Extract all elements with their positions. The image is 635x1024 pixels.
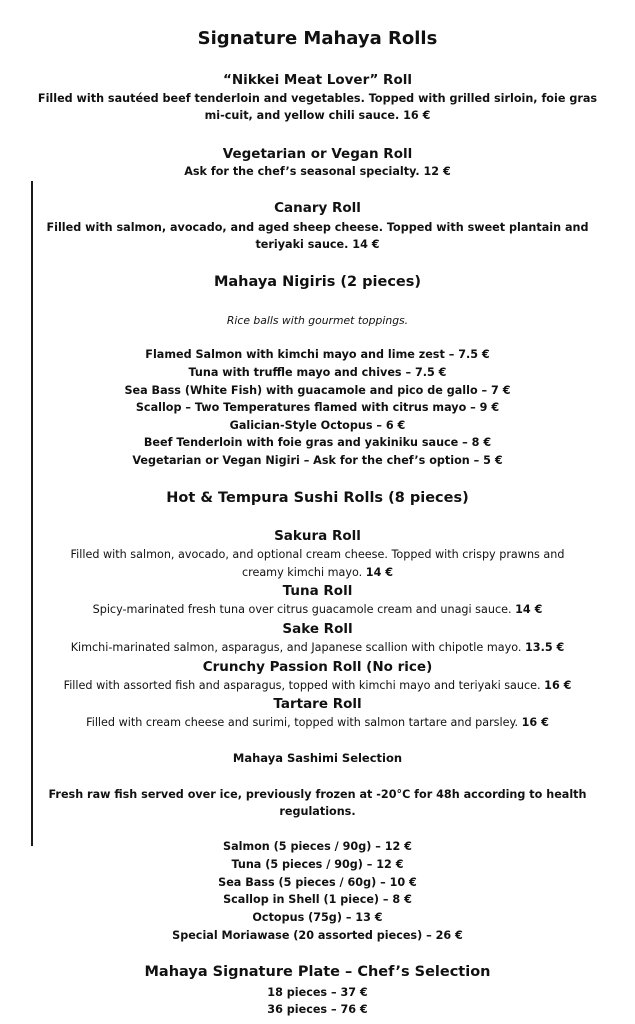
nigiri-item: Beef Tenderloin with foie gras and yakiniku sauce – 8 € (143, 436, 492, 449)
roll-desc (0, 601, 635, 618)
roll-name: Tartare Roll (273, 696, 362, 712)
section-title-signature-plate: Mahaya Signature Plate – Chef’s Selection (144, 964, 491, 980)
roll-name: “Nikkei Meat Lover” Roll (223, 72, 412, 88)
roll-name: Sake Roll (282, 621, 353, 637)
roll-desc: mi-cuit, and yellow chili sauce. 16 € (204, 109, 431, 122)
roll-desc (0, 564, 635, 581)
nigiris-subtitle: Rice balls with gourmet toppings. (226, 314, 409, 327)
sashimi-item: Salmon (5 pieces / 90g) – 12 € (223, 840, 412, 853)
sashimi-item: Tuna (5 pieces / 90g) – 12 € (231, 858, 404, 871)
section-title-nigiris: Mahaya Nigiris (2 pieces) (213, 274, 422, 290)
roll-desc-text: creamy kimchi mayo. (241, 566, 363, 579)
roll-desc-text: Filled with assorted fish and asparagus, topped with kimchi mayo and teriyaki sauce. (63, 679, 541, 692)
roll-desc-text: Filled with cream cheese and surimi, topped with salmon tartare and parsley. (86, 716, 519, 729)
nigiri-item: Vegetarian or Vegan Nigiri – Ask for the chef’s option – 5 € (132, 454, 503, 467)
roll-name: Canary Roll (274, 200, 361, 216)
roll-name: Tuna Roll (282, 583, 353, 599)
section-title-sashimi: Mahaya Sashimi Selection (232, 751, 403, 765)
roll-name: Crunchy Passion Roll (No rice) (202, 659, 433, 675)
roll-desc: Filled with sautéed beef tenderloin and vegetables. Topped with grilled sirloin, foie gras (37, 92, 598, 105)
nigiri-item: Galician-Style Octopus – 6 € (229, 419, 406, 432)
roll-price: 13.5 € (525, 641, 565, 654)
roll-desc: Filled with salmon, avocado, and optional cream cheese. Topped with crispy prawns and (70, 548, 565, 561)
roll-desc (0, 677, 635, 694)
roll-name: Vegetarian or Vegan Roll (222, 146, 413, 162)
roll-price: 14 € (515, 603, 543, 616)
roll-price: 16 € (544, 679, 572, 692)
roll-desc-text: Kimchi-marinated salmon, asparagus, and Japanese scallion with chipotle mayo. (70, 641, 522, 654)
sashimi-item: Scallop in Shell (1 piece) – 8 € (223, 893, 412, 906)
roll-name: Sakura Roll (274, 528, 361, 544)
roll-price: 16 € (521, 716, 549, 729)
plate-option: 18 pieces – 37 € (267, 986, 368, 999)
roll-desc: teriyaki sauce. 14 € (255, 238, 380, 251)
roll-desc-text: Spicy-marinated fresh tuna over citrus guacamole cream and unagi sauce. (92, 603, 512, 616)
roll-desc: Filled with salmon, avocado, and aged sheep cheese. Topped with sweet plantain and (46, 221, 589, 234)
sashimi-item: Special Moriawase (20 assorted pieces) – 26 € (172, 929, 463, 942)
roll-desc (0, 639, 635, 656)
roll-desc (0, 714, 635, 731)
roll-price: 14 € (365, 566, 394, 579)
sashimi-note: regulations. (279, 805, 356, 818)
nigiri-item: Flamed Salmon with kimchi mayo and lime zest – 7.5 € (145, 348, 490, 361)
plate-option: 36 pieces – 76 € (267, 1003, 368, 1016)
section-title-hot-rolls: Hot & Tempura Sushi Rolls (8 pieces) (166, 490, 469, 506)
nigiri-item: Sea Bass (White Fish) with guacamole and pico de gallo – 7 € (124, 384, 511, 397)
sashimi-note: Fresh raw fish served over ice, previously frozen at -20°C for 48h according to health (48, 788, 587, 801)
page-title: Signature Mahaya Rolls (197, 28, 438, 49)
roll-desc: Ask for the chef’s seasonal specialty. 12 € (184, 165, 451, 178)
nigiri-item: Scallop – Two Temperatures flamed with citrus mayo – 9 € (135, 401, 500, 414)
sashimi-item: Octopus (75g) – 13 € (252, 911, 383, 924)
nigiri-item: Tuna with truffle mayo and chives – 7.5 € (188, 366, 447, 379)
sashimi-item: Sea Bass (5 pieces / 60g) – 10 € (218, 876, 417, 889)
